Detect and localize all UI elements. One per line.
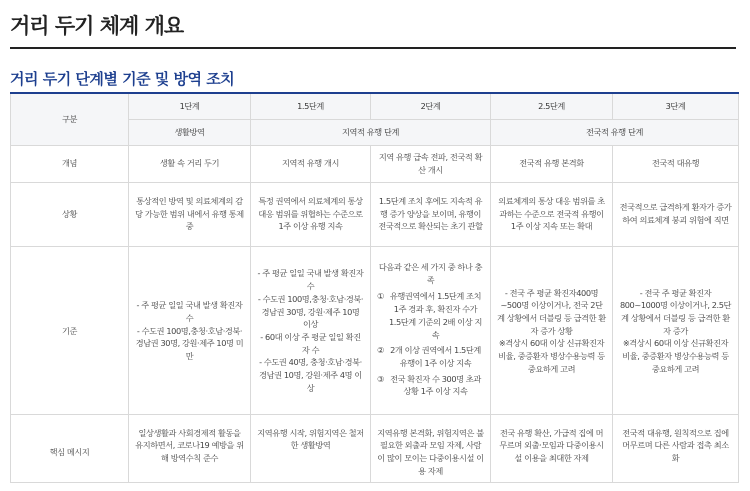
page-title: 거리 두기 체계 개요	[10, 14, 184, 38]
row-label-situation: 상황	[11, 182, 129, 246]
circled-number: ①	[377, 291, 384, 302]
level-1-header: 1단계	[129, 93, 251, 119]
corner-header: 구분	[11, 93, 129, 145]
criteria-line: - 전국 주 평균 확진자 800~1000명 이상이거나, 2.5단계 상황에서 더블링 등 급격한 환자 증가	[619, 287, 732, 336]
table-cell: 생활 속 거리 두기	[129, 145, 251, 182]
table-cell: 1.5단계 조치 후에도 지속적 유행 증가 양상을 보이며, 유행이 전국적으로 확산되는 초기 관할	[371, 182, 491, 246]
circled-number: ②	[377, 345, 384, 356]
table-cell: 지역유행 본격화, 위험지역은 불필요한 외출과 모임 자제, 사람이 많이 모이는 다중이용시설 이용 자제	[371, 414, 491, 482]
criteria-line: - 수도권 100명,충청·호남·경북·경남권 30명, 강원·제주 10명 미만	[135, 325, 244, 362]
list-item	[377, 344, 484, 369]
level-header-row	[11, 93, 739, 119]
table-cell: 통상적인 방역 및 의료체계의 감당 가능한 범위 내에서 유행 통제 중	[129, 182, 251, 246]
criteria-line: - 수도권 40명, 충청·호남·경북·경남권 10명, 강원·제주 4명 이상	[259, 357, 362, 393]
title-divider	[10, 47, 736, 49]
group-national-spread: 전국적 유행 단계	[491, 119, 739, 145]
criteria-cell-level-3	[613, 246, 739, 414]
criteria-conditions-list	[377, 290, 484, 398]
criteria-cell-level-2	[371, 246, 491, 414]
list-item	[377, 373, 484, 398]
row-label-concept: 개념	[11, 145, 129, 182]
condition-text: 전국 확진자 수 300명 초과 상황 1주 이상 지속	[390, 373, 481, 397]
level-1-5-header: 1.5단계	[251, 93, 371, 119]
criteria-row	[11, 246, 739, 414]
table-cell: 지역유행 시작, 위험지역은 철저한 생활방역	[251, 414, 371, 482]
criteria-intro: 다음과 같은 세 가지 중 하나 충족	[378, 261, 483, 285]
condition-text: 2개 이상 권역에서 1.5단계 유행이 1주 이상 지속	[390, 345, 481, 368]
table-cell: 특정 권역에서 의료체계의 통상 대응 범위를 위협하는 수준으로 1주 이상 유행 지속	[251, 182, 371, 246]
table-cell: 일상생활과 사회경제적 활동을 유지하면서, 코로나19 예방을 위해 방역수칙 준수	[129, 414, 251, 482]
level-2-5-header: 2.5단계	[491, 93, 613, 119]
criteria-cell-level-2-5	[491, 246, 613, 414]
table-cell: 전국적으로 급격하게 환자가 증가하여 의료체계 붕괴 위험에 직면	[613, 182, 739, 246]
group-life-quarantine: 생활방역	[129, 119, 251, 145]
table-cell: 지역 유행 급속 전파, 전국적 확산 개시	[371, 145, 491, 182]
criteria-line: - 60대 이상 주 평균 일일 확진자 수	[260, 332, 361, 355]
criteria-line: - 주 평균 일일 국내 발생 확진자 수	[257, 268, 364, 292]
group-regional-spread: 지역적 유행 단계	[251, 119, 491, 145]
criteria-note: ※격상시 60대 이상 신규확진자 비율, 중증환자 병상수용능력 등 중요하게 고려	[498, 338, 605, 374]
concept-row	[11, 145, 739, 182]
criteria-line: - 주 평균 일일 국내 발생 확진자 수	[136, 300, 243, 323]
table-cell: 의료체계의 통상 대응 범위를 초과하는 수준으로 전국적 유행이 1주 이상 지속 또는 확대	[491, 182, 613, 246]
message-row	[11, 414, 739, 482]
row-label-criteria: 기준	[11, 246, 129, 414]
criteria-line: - 전국 주 평균 확진자400명 ~500명 이상이거나, 전국 2단계 상황에서 더블링 등 급격한 환자 증가 상황	[497, 287, 606, 336]
table-cell: 전국 유행 확산, 가급적 집에 머무르며 외출·모임과 다중이용시설 이용을 최대한 자제	[491, 414, 613, 482]
criteria-cell-level-1	[129, 246, 251, 414]
section-title: 거리 두기 단계별 기준 및 방역 조치	[10, 70, 235, 88]
list-item	[377, 290, 484, 341]
criteria-cell-level-1-5	[251, 246, 371, 414]
condition-text: 유행권역에서 1.5단계 조치 1주 경과 후, 확진자 수가 1.5단계 기준의 2배 이상 지속	[388, 291, 482, 340]
level-3-header: 3단계	[613, 93, 739, 119]
table-cell: 전국적 유행 본격화	[491, 145, 613, 182]
distancing-levels-table	[10, 92, 739, 483]
row-label-message: 핵심 메시지	[11, 414, 129, 482]
table-cell: 전국적 대유행	[613, 145, 739, 182]
circled-number: ③	[377, 373, 384, 384]
table-cell: 전국적 대유행, 원칙적으로 집에 머무르며 다른 사람과 접촉 최소화	[613, 414, 739, 482]
level-2-header: 2단계	[371, 93, 491, 119]
criteria-note: ※격상시 60대 이상 신규확진자 비율, 중증환자 병상수용능력 등 중요하게 고려	[622, 338, 729, 374]
situation-row	[11, 182, 739, 246]
criteria-line: - 수도권 100명,충청·호남·경북·경남권 30명, 강원·제주 10명 이상	[257, 293, 364, 330]
table-cell: 지역적 유행 개시	[251, 145, 371, 182]
